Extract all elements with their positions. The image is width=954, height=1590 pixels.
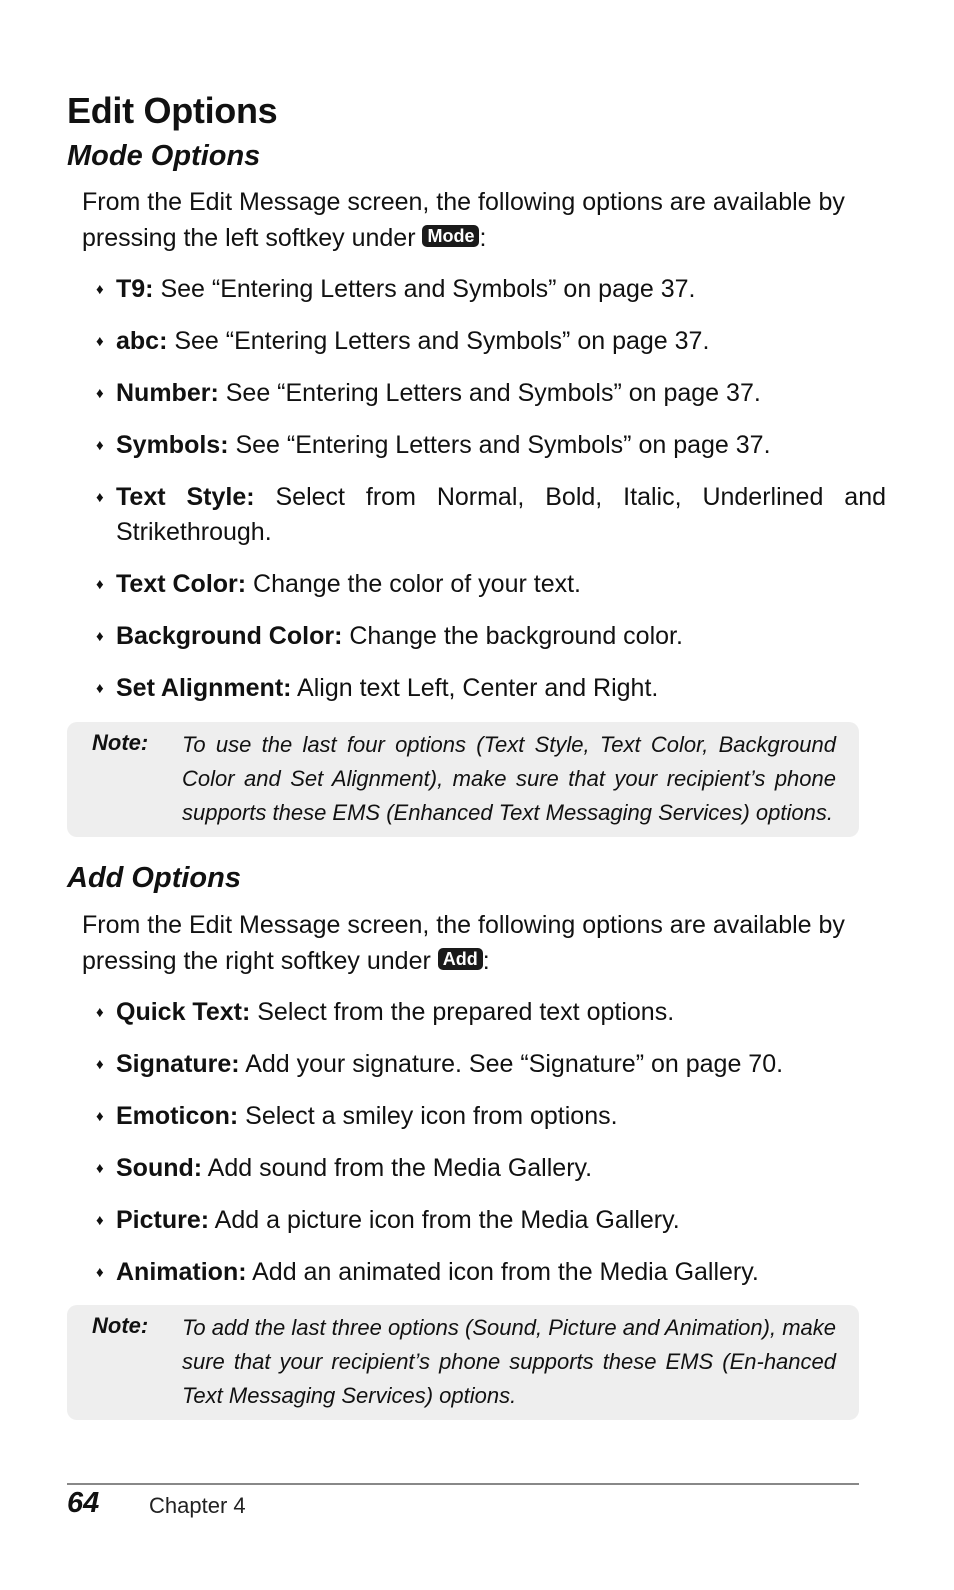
add-intro-text: From the Edit Message screen, the following options are available by pressing the right softkey under [82, 911, 845, 975]
diamond-bullet-icon: ♦ [96, 489, 104, 506]
item-term: Picture: [116, 1206, 210, 1234]
item-desc: Add a picture icon from the Media Gallery. [209, 1206, 680, 1234]
add-intro-colon: : [482, 947, 490, 975]
page-title: Edit Options [67, 90, 278, 131]
item-term: Text Color: [116, 570, 247, 598]
note-text: To use the last four options (Text Style, Text Color, Background Color and Set Alignment), make sure that your recipient’s phone supports these EMS (Enhanced Text Messaging Services) options. [182, 732, 836, 825]
item-term: Set Alignment: [116, 674, 292, 702]
item-desc: See “Entering Letters and Symbols” on page 37. [153, 275, 696, 303]
diamond-bullet-icon: ♦ [96, 576, 104, 593]
page-number: 64 [67, 1487, 100, 1519]
mode-softkey-badge: Mode [422, 225, 479, 247]
list-item-animation [96, 1255, 886, 1290]
list-item-text-color [96, 567, 886, 602]
item-term: Sound: [116, 1154, 203, 1182]
item-desc: Select from Normal, Bold, Italic, Underlined and Strikethrough. [116, 483, 886, 546]
diamond-bullet-icon: ♦ [96, 1212, 104, 1229]
item-desc: See “Entering Letters and Symbols” on page 37. [167, 327, 710, 355]
mode-intro-colon: : [479, 224, 487, 252]
diamond-bullet-icon: ♦ [96, 1004, 104, 1021]
diamond-bullet-icon: ♦ [96, 1108, 104, 1125]
footer-divider [67, 1483, 859, 1485]
add-options-intro [82, 907, 862, 979]
diamond-bullet-icon: ♦ [96, 1160, 104, 1177]
item-desc: Select a smiley icon from options. [238, 1102, 618, 1130]
add-options-note [67, 1305, 859, 1420]
list-item-signature [96, 1047, 886, 1082]
item-desc: See “Entering Letters and Symbols” on page 37. [218, 379, 761, 407]
list-item-symbols [96, 428, 886, 463]
item-term: Text Style: [116, 483, 255, 511]
mode-options-note [67, 722, 859, 837]
mode-intro-text: From the Edit Message screen, the following options are available by pressing the left softkey under [82, 188, 845, 252]
list-item-set-alignment [96, 671, 886, 706]
list-item-emoticon [96, 1099, 886, 1134]
list-item-abc [96, 324, 886, 359]
item-desc: Select from the prepared text options. [250, 998, 675, 1026]
item-desc: Add an animated icon from the Media Gallery. [246, 1258, 759, 1286]
diamond-bullet-icon: ♦ [96, 333, 104, 350]
item-term: Quick Text: [116, 998, 251, 1026]
diamond-bullet-icon: ♦ [96, 385, 104, 402]
item-term: abc: [116, 327, 168, 355]
list-item-sound [96, 1151, 886, 1186]
diamond-bullet-icon: ♦ [96, 1056, 104, 1073]
item-desc: Align text Left, Center and Right. [291, 674, 659, 702]
list-item-picture [96, 1203, 886, 1238]
list-item-t9 [96, 272, 886, 307]
item-desc: Add your signature. See “Signature” on page 70. [239, 1050, 784, 1078]
diamond-bullet-icon: ♦ [96, 1264, 104, 1281]
mode-options-heading: Mode Options [67, 140, 261, 172]
item-desc: Add sound from the Media Gallery. [202, 1154, 593, 1182]
item-desc: Change the background color. [342, 622, 683, 650]
item-term: Number: [116, 379, 219, 407]
add-options-heading: Add Options [67, 862, 241, 894]
diamond-bullet-icon: ♦ [96, 628, 104, 645]
note-text: To add the last three options (Sound, Picture and Animation), make sure that your recipient’s phone supports these EMS (En-hanced Text Messaging Services) options. [182, 1315, 836, 1408]
item-desc: Change the color of your text. [246, 570, 582, 598]
item-term: T9: [116, 275, 154, 303]
mode-options-intro [82, 184, 862, 256]
note-label: Note: [92, 730, 149, 755]
item-term: Animation: [116, 1258, 247, 1286]
list-item-quick-text [96, 995, 886, 1030]
diamond-bullet-icon: ♦ [96, 281, 104, 298]
item-term: Signature: [116, 1050, 240, 1078]
diamond-bullet-icon: ♦ [96, 680, 104, 697]
list-item-number [96, 376, 886, 411]
item-term: Emoticon: [116, 1102, 239, 1130]
item-desc: See “Entering Letters and Symbols” on page 37. [228, 431, 771, 459]
list-item-background-color [96, 619, 886, 654]
diamond-bullet-icon: ♦ [96, 437, 104, 454]
list-item-text-style [96, 480, 886, 550]
item-term: Symbols: [116, 431, 229, 459]
item-term: Background Color: [116, 622, 343, 650]
add-softkey-badge: Add [438, 948, 483, 970]
note-label: Note: [92, 1313, 149, 1338]
chapter-label: Chapter 4 [149, 1493, 246, 1518]
